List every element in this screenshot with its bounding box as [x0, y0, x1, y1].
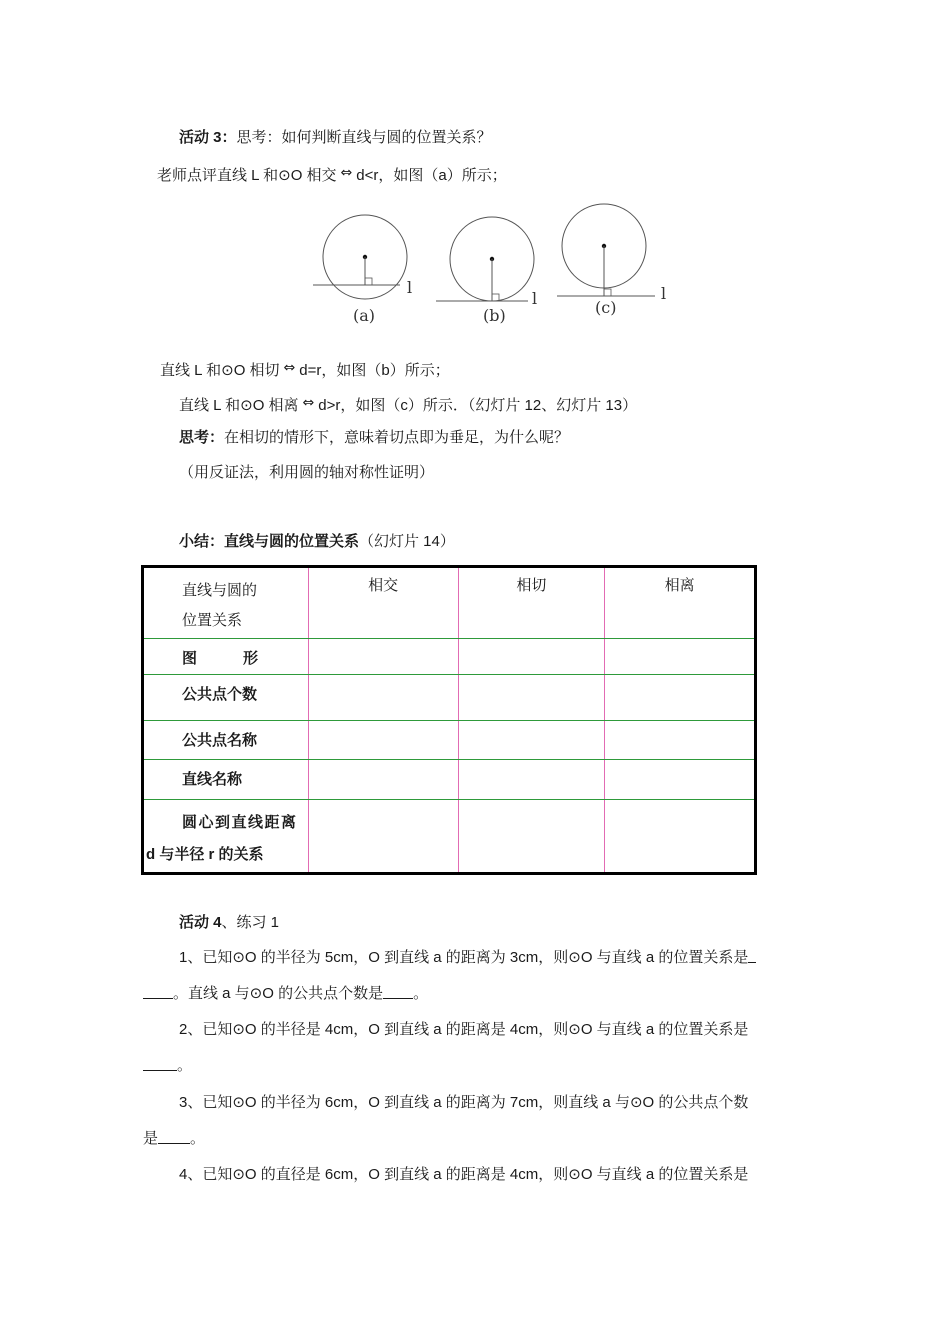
- q2-text: 2、已知⊙O 的半径是 4cm，O 到直线 a 的距离是 4cm，则⊙O 与直线 a 的位置关系是: [179, 1021, 749, 1038]
- table-cell[interactable]: [308, 639, 458, 675]
- think-text: 在相切的情形下，意味着切点即为垂足，为什么呢？: [224, 429, 570, 446]
- tangent-line: [160, 358, 450, 381]
- exercise-3-line1: [179, 1093, 748, 1113]
- q3-answer-blank[interactable]: [158, 1129, 190, 1144]
- think-line: [179, 428, 569, 448]
- table-cell[interactable]: [458, 760, 605, 800]
- table-row: [143, 760, 756, 800]
- q1-count-blank[interactable]: [383, 984, 413, 999]
- q3-text-2a: 是: [143, 1130, 159, 1147]
- activity4-rest: 、练习 1: [221, 914, 280, 931]
- table-row: [143, 721, 756, 760]
- activity3-title: 活动 3: [179, 129, 222, 146]
- table-cell[interactable]: [308, 675, 458, 721]
- col-header-separate: 相离: [605, 567, 756, 639]
- tangent-line-pre: 直线 L 和⊙O 相切: [160, 362, 280, 379]
- figure-b: [436, 217, 537, 325]
- table-cell[interactable]: [308, 721, 458, 760]
- q3-text-2b: 。: [190, 1130, 206, 1147]
- q2-answer-blank[interactable]: [143, 1056, 177, 1071]
- col-header-tangent: 相切: [458, 567, 605, 639]
- q3-text: 3、已知⊙O 的半径为 6cm，O 到直线 a 的距离为 7cm，则直线 a 与⊙O 的公共点个数: [179, 1094, 749, 1111]
- q1-text-2b: 。: [413, 985, 429, 1002]
- exercise-1-line1: [179, 948, 756, 968]
- q1-text: 1、已知⊙O 的半径为 5cm，O 到直线 a 的距离为 3cm，则⊙O 与直线 a 的位置关系是: [179, 949, 749, 966]
- figure-c: [557, 204, 666, 317]
- table-cell[interactable]: [605, 675, 756, 721]
- table-cell[interactable]: [605, 721, 756, 760]
- row-label-distance-line2: d 与半径 r 的关系: [146, 846, 264, 863]
- separate-line: [179, 393, 637, 416]
- separate-line-pre: 直线 L 和⊙O 相离: [179, 397, 299, 414]
- iff-arrow-icon: ⇔: [340, 165, 353, 181]
- teacher-line-post: d<r，如图（a）所示；: [356, 167, 507, 184]
- tangent-line-post: d=r，如图（b）所示；: [299, 362, 450, 379]
- circle-line-figures: [305, 200, 705, 335]
- exercise-4-line1: [179, 1165, 748, 1185]
- exercise-3-line2: [143, 1129, 205, 1149]
- row-label-line-name: 直线名称: [143, 760, 309, 800]
- iff-arrow-icon: ⇔: [302, 395, 315, 411]
- table-cell[interactable]: [605, 639, 756, 675]
- exercise-1-line2: [143, 984, 428, 1004]
- table-row: [143, 639, 756, 675]
- q1-answer-blank-b[interactable]: [143, 984, 173, 999]
- table-cell[interactable]: [605, 760, 756, 800]
- figure-c-line-label: l: [661, 284, 667, 303]
- row-label-figure: [143, 639, 309, 675]
- figure-b-caption: (b): [483, 306, 506, 325]
- table-row: [143, 675, 756, 721]
- figure-a: [313, 215, 412, 325]
- row-label-distance: [143, 800, 309, 874]
- proof-hint: （用反证法，利用圆的轴对称性证明）: [179, 464, 435, 481]
- q2-text-2: 。: [177, 1057, 193, 1074]
- header-line1: 直线与圆的: [182, 582, 258, 599]
- exercise-2-line2: [143, 1056, 192, 1076]
- summary-label: 小结：直线与圆的位置关系: [179, 533, 360, 550]
- exercise-2-line1: [179, 1020, 748, 1040]
- summary-heading: [179, 532, 455, 552]
- figure-a-line-label: l: [407, 278, 413, 297]
- table-cell[interactable]: [605, 800, 756, 874]
- row-label-common-count: 公共点个数: [143, 675, 309, 721]
- header-line2: 位置关系: [182, 612, 243, 629]
- summary-table: [141, 565, 757, 875]
- activity3-heading: [179, 128, 492, 148]
- row-label-common-name: 公共点名称: [143, 721, 309, 760]
- activity3-question: 思考：如何判断直线与圆的位置关系？: [236, 129, 492, 146]
- activity3-colon: ：: [221, 129, 237, 146]
- table-cell[interactable]: [308, 760, 458, 800]
- q1-text-2a: 。直线 a 与⊙O 的公共点个数是: [173, 985, 384, 1002]
- table-cell[interactable]: [458, 675, 605, 721]
- table-row: [143, 800, 756, 874]
- q4-text: 4、已知⊙O 的直径是 6cm，O 到直线 a 的距离是 4cm，则⊙O 与直线 a 的位置关系是: [179, 1166, 749, 1183]
- think-label: 思考：: [179, 429, 225, 446]
- teacher-line-pre: 老师点评直线 L 和⊙O 相交: [157, 167, 337, 184]
- iff-arrow-icon: ⇔: [283, 360, 296, 376]
- teacher-comment-line: [157, 163, 507, 186]
- figure-c-caption: (c): [595, 298, 617, 317]
- table-cell[interactable]: [458, 639, 605, 675]
- q1-answer-blank-a[interactable]: [748, 948, 756, 963]
- row-label-distance-line1: 圆心到直线距离: [182, 814, 298, 831]
- table-cell[interactable]: [458, 800, 605, 874]
- table-corner-cell: [143, 567, 309, 639]
- col-header-intersect: 相交: [308, 567, 458, 639]
- table-cell[interactable]: [308, 800, 458, 874]
- figure-a-caption: (a): [353, 306, 376, 325]
- table-cell[interactable]: [458, 721, 605, 760]
- separate-line-post: d>r，如图（c）所示．（幻灯片 12、幻灯片 13）: [318, 397, 638, 414]
- figure-b-line-label: l: [532, 289, 538, 308]
- row-label-figure-text: 图形: [182, 650, 305, 667]
- activity4-title: 活动 4: [179, 914, 222, 931]
- table-header-row: [143, 567, 756, 639]
- summary-slide: （幻灯片 14）: [359, 533, 455, 550]
- activity4-heading: [179, 913, 279, 933]
